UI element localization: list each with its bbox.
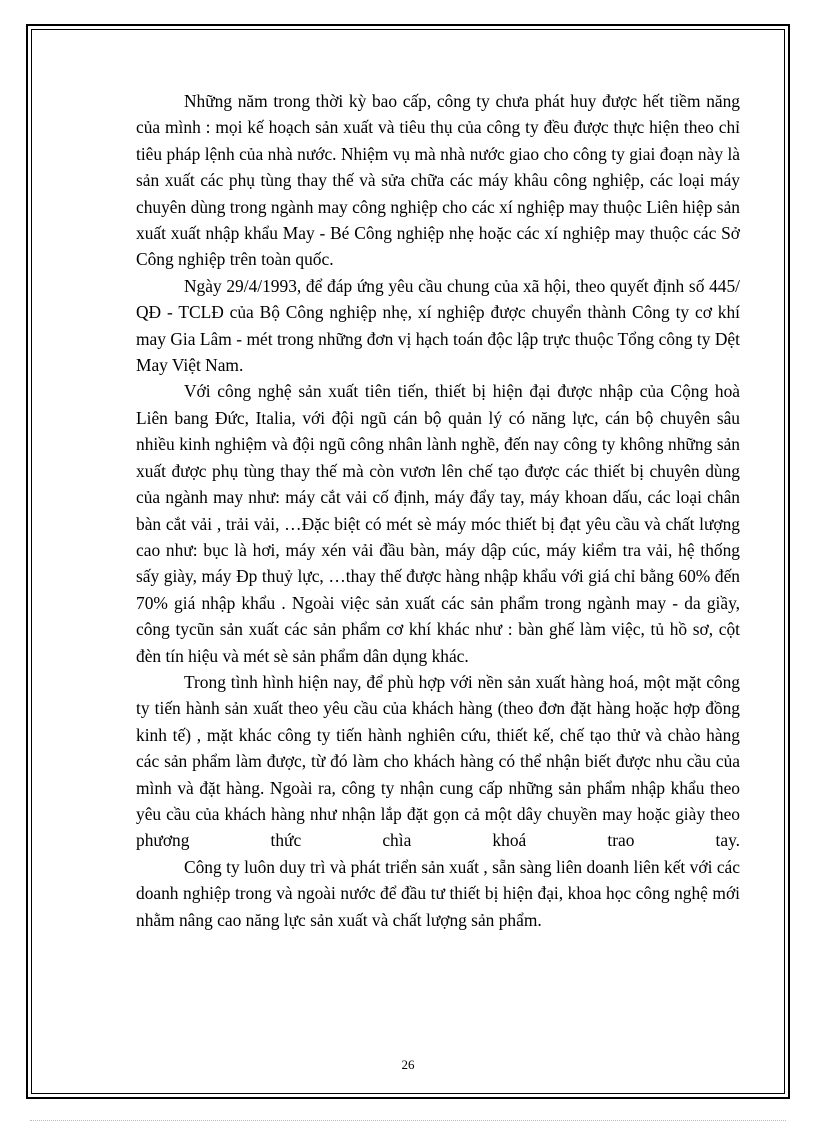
paragraph-subsidy-period: Những năm trong thời kỳ bao cấp, công ty chưa phát huy được hết tiềm năng của mình : mọi kế hoạch sản xuất và tiêu thụ của công ty đều được thực hiện theo chỉ tiêu pháp lệnh của nhà nước. Nhiệm vụ mà nhà nước giao cho công ty giai đoạn này là sản xuất các phụ tùng thay thế và sửa chữa các máy khâu công nghiệp, các loại máy chuyên dùng trong ngành may công nghiệp cho các xí nghiệp may thuộc Liên hiệp sản xuất xuất nhập khẩu May - Bé Công nghiệp nhẹ hoặc các xí nghiệp may thuộc các Sở Công nghiệp trên toàn quốc. bbox=[136, 91, 740, 270]
paragraph-current-situation: Trong tình hình hiện nay, để phù hợp với nền sản xuất hàng hoá, một mặt công ty tiến hành sản xuất theo yêu cầu của khách hàng (theo đơn đặt hàng hoặc hợp đồng kinh tế) , mặt khác công ty tiến hành nghiên cứu, thiết kế, chế tạo thử và chào hàng các sản phẩm làm được, từ đó làm cho khách hàng có thể nhận biết được nhu cầu của mình và đặt hàng. Ngoài ra, công ty nhận cung cấp những sản phẩm nhập khẩu theo yêu cầu của khách hàng như nhận lắp đặt gọn cả một dây chuyền may hoặc giày theo phương thức chìa khoá trao tay. bbox=[136, 671, 740, 851]
footer-rule bbox=[30, 1120, 786, 1121]
paragraph-1993-decision: Ngày 29/4/1993, để đáp ứng yêu cầu chung của xã hội, theo quyết định số 445/ QĐ - TCLĐ của Bộ Công nghiệp nhẹ, xí nghiệp được chuyển thành Công ty cơ khí may Gia Lâm - mét trong những đơn vị hạch toán độc lập trực thuộc Tổng công ty Dệt May Việt Nam. bbox=[136, 275, 740, 376]
document-body bbox=[136, 88, 740, 933]
paragraph-development: Công ty luôn duy trì và phát triển sản xuất , sẵn sàng liên doanh liên kết với các doanh nghiệp trong và ngoài nước để đầu tư thiết bị hiện đại, khoa học công nghệ mới nhằm nâng cao năng lực sản xuất và chất lượng sản phẩm. bbox=[136, 856, 740, 930]
paragraph-technology: Với công nghệ sản xuất tiên tiến, thiết bị hiện đại được nhập của Cộng hoà Liên bang Đức, Italia, với đội ngũ cán bộ quản lý có năng lực, cán bộ chuyên sâu nhiều kinh nghiệm và đội ngũ công nhân lành nghề, đến nay công ty không những sản xuất được phụ tùng thay thế mà còn vươn lên chế tạo được các thiết bị chuyên dùng của ngành may như: máy cắt vải cố định, máy đẩy tay, máy khoan dấu, các loại chân bàn cắt vải , trải vải, …Đặc biệt có mét sè máy móc thiết bị đạt yêu cầu và chất lượng cao như: bục là hơi, máy xén vải đầu bàn, máy dập cúc, máy kiểm tra vải, hệ thống sấy giày, máy Ðp thuỷ lực, …thay thế được hàng nhập khẩu với giá chỉ bằng 60% đến 70% giá nhập khẩu . Ngoài việc sản xuất các sản phẩm trong ngành may - da giầy, công tycũn sản xuất các sản phẩm cơ khí khác như : bàn ghế làm việc, tủ hồ sơ, cột đèn tín hiệu và mét sè sản phẩm dân dụng khác. bbox=[136, 381, 740, 666]
page-number: 26 bbox=[401, 1057, 415, 1072]
